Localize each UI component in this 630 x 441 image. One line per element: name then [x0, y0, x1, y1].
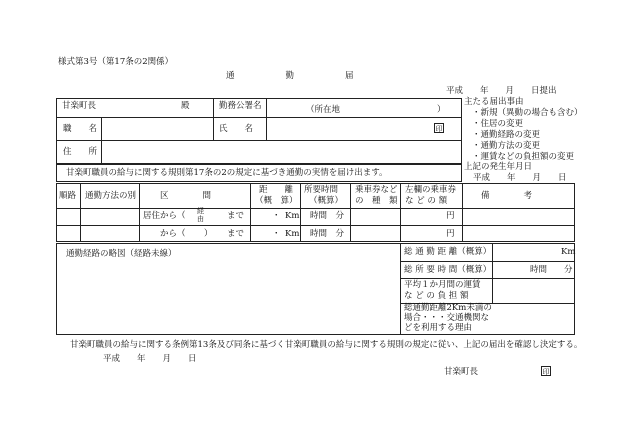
col-distance: 距 離: [259, 185, 294, 195]
name-label: 氏 名: [219, 124, 254, 134]
col-time: 所要時間: [304, 185, 339, 195]
col-fare-sub: な ど の 額: [405, 196, 448, 206]
reasons-heading: 主たる届出事由: [464, 97, 524, 107]
col-ticket-sub: の 種 類: [355, 196, 398, 206]
reason-label-3: どを利用する理由: [404, 323, 473, 333]
address-label: （所在地: [306, 105, 341, 115]
row2-mid: ）: [204, 229, 213, 239]
decision-date: 平成 年 月 日: [103, 354, 197, 364]
office-label: 甘楽町長: [62, 101, 97, 111]
col-distance-sub: （概 算）: [255, 196, 298, 206]
reason-item: ・運賃などの負担額の変更: [472, 152, 575, 162]
col-ticket: 乗車券など: [355, 185, 398, 195]
fare-label-2: な ど の 負 担 額: [404, 291, 469, 301]
reason-item: ・住居の変更: [472, 119, 524, 129]
row1-time: 時間 分: [310, 211, 345, 221]
form-number: 様式第3号（第17条の2関係）: [58, 57, 174, 67]
declaration-text: 甘楽町職員の給与に関する規則第17条の2の規定に基づき通勤の実情を届け出ます。: [66, 168, 388, 178]
honorific: 殿: [181, 101, 190, 111]
row2-yen: 円: [446, 229, 455, 239]
fare-label: 平均１か月間の運賃: [404, 280, 481, 290]
occurrence-date: 平成 年 月 日: [473, 173, 567, 183]
row2-km: Km: [285, 229, 300, 239]
total-distance-label: 総 通 勤 距 離（概算）: [404, 247, 492, 257]
row2-time: 時間 分: [310, 229, 345, 239]
reason-item: ・通勤経路の変更: [472, 130, 541, 140]
submission-date: 平成 年 月 日提出: [446, 86, 557, 96]
form-title: 通 勤 届: [226, 71, 354, 81]
mayor-label: 甘楽町長: [444, 367, 479, 377]
route-map-label: 通勤経路の略図（経路未線）: [66, 249, 177, 259]
applicant-seal: 印: [435, 125, 443, 133]
row1-km: Km: [285, 211, 300, 221]
row1-yen: 円: [446, 211, 455, 221]
title-label: 職 名: [63, 124, 98, 134]
row2-dot: ・: [272, 229, 281, 239]
reason-item: ・新規（異動の場合も含む）: [472, 108, 583, 118]
total-distance-unit: Km: [561, 247, 576, 257]
col-remarks: 備 考: [481, 191, 533, 201]
decision-text: 甘楽町職員の給与に関する条例第13条及び同条に基づく甘楽町職員の給与に関する規則の規定に従い、上記の届出を確認し決定する。: [70, 340, 583, 350]
col-time-sub: （概算）: [309, 196, 344, 206]
row1-via: 経: [197, 207, 204, 215]
total-time-unit: 時間 分: [530, 265, 573, 275]
row2-from: から（: [160, 229, 186, 239]
col-method: 通勤方法の別: [85, 191, 137, 201]
reason-label-2: 場合・・・交通機関な: [404, 313, 490, 323]
col-order: 順路: [59, 191, 77, 201]
workplace-label: 勤務公署名: [219, 101, 262, 111]
total-time-label: 総 所 要 時 間（概算）: [404, 265, 492, 275]
row1-dot: ・: [272, 211, 281, 221]
col-section: 区 間: [160, 191, 212, 201]
row2-to: まで: [227, 229, 245, 239]
residence-label: 住 所: [63, 147, 98, 157]
reason-label: 総通勤距離2Km未満の: [404, 303, 492, 313]
row1-from: 居住から（: [143, 211, 186, 221]
row1-via2: 由: [197, 215, 204, 223]
address-close: ）: [437, 105, 446, 115]
col-fare: 左欄の乗車券: [405, 185, 457, 195]
reason-item: ・通勤方法の変更: [472, 141, 541, 151]
occurrence-heading: 上記の発生年月日: [464, 162, 533, 172]
mayor-seal: 印: [542, 368, 550, 376]
row1-to: まで: [227, 211, 245, 221]
